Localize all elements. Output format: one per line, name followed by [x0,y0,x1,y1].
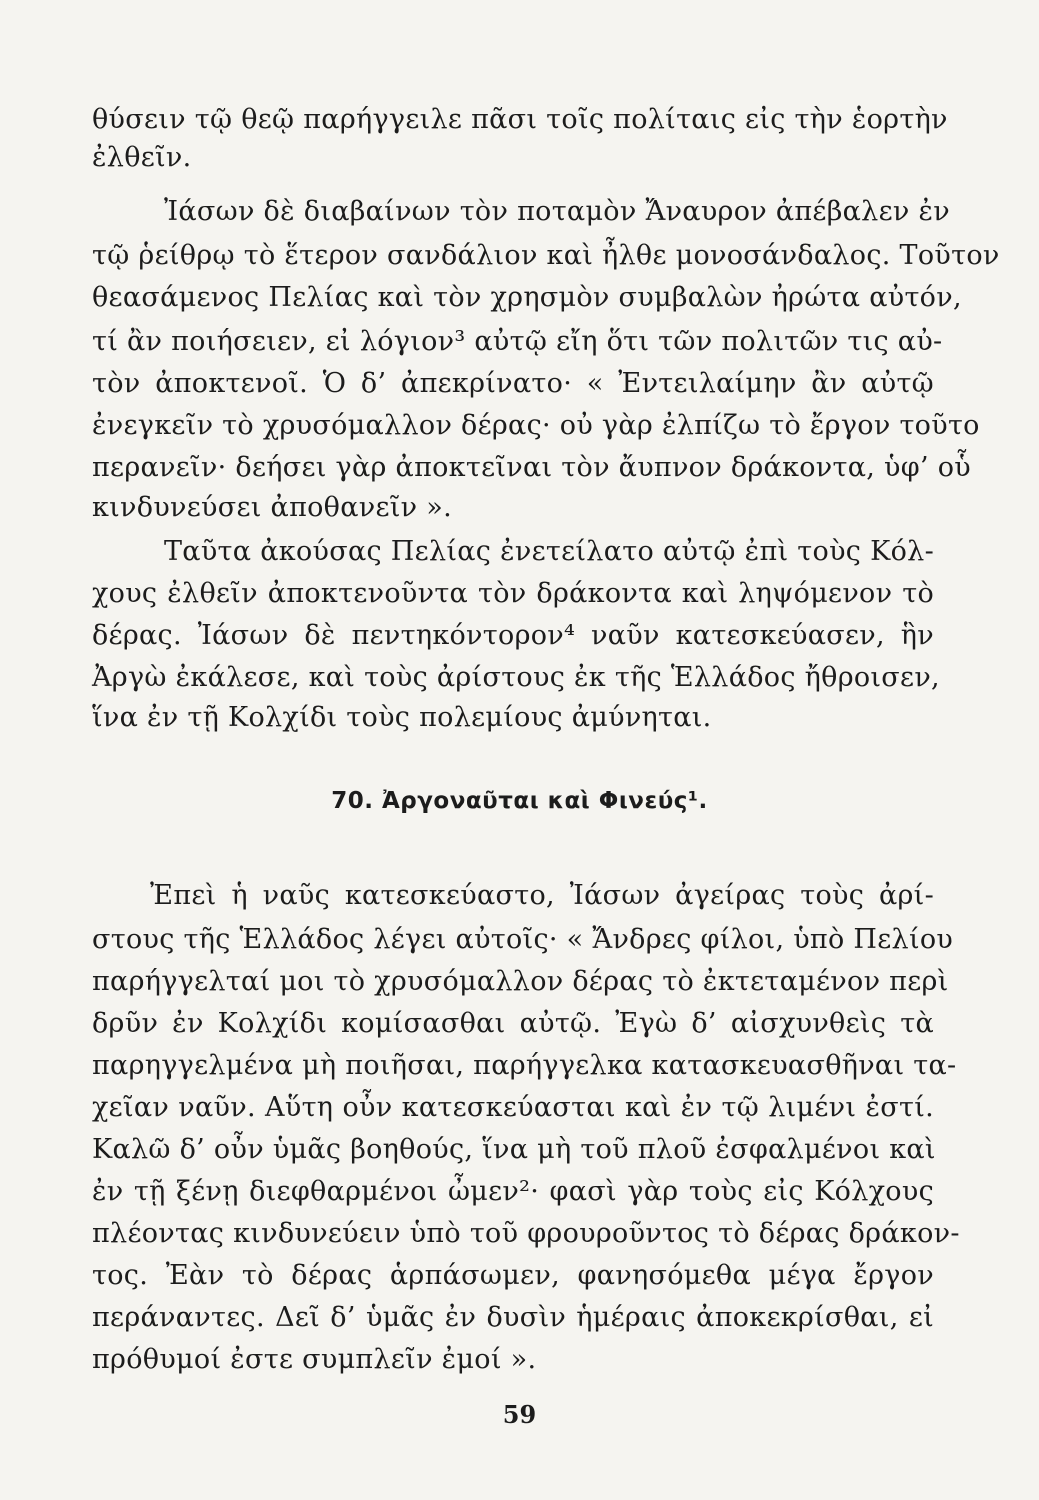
text-line: ἵνα ἐν τῇ Κολχίδι τοὺς πολεμίους ἀμύνηται. [92,702,712,733]
text-line: περανεῖν· δεήσει γὰρ ἀποκτεῖναι τὸν ἄυπνον δράκοντα, ὑφ’ οὗ [92,452,972,483]
text-line: ἐν τῇ ξένῃ διεφθαρμένοι ὦμεν²· φασὶ γὰρ τοὺς εἰς Κόλχους [92,1176,934,1207]
text-line: περάναντες. Δεῖ δ’ ὑμᾶς ἐν δυσὶν ἡμέραις ἀποκεκρίσθαι, εἰ [92,1302,934,1333]
text-line: δρῦν ἐν Κολχίδι κομίσασθαι αὐτῷ. Ἐγὼ δ’ αἰσχυνθεὶς τὰ [92,1008,934,1039]
text-line: παρήγγελταί μοι τὸ χρυσόμαλλον δέρας τὸ ἐκτεταμένον περὶ [92,966,949,997]
text-line: θύσειν τῷ θεῷ παρήγγειλε πᾶσι τοῖς πολίταις εἰς τὴν ἑορτὴν [92,104,948,135]
text-line: δέρας. Ἰάσων δὲ πεντηκόντορον⁴ ναῦν κατεσκεύασεν, ἣν [92,620,934,651]
text-line: Ἰάσων δὲ διαβαίνων τὸν ποταμὸν Ἄναυρον ἀπέβαλεν ἐν [164,196,950,227]
text-line: Ταῦτα ἀκούσας Πελίας ἐνετείλατο αὐτῷ ἐπὶ τοὺς Κόλ- [164,536,934,567]
page-number: 59 [502,1400,537,1429]
text-line: ἐλθεῖν. [92,142,192,173]
text-line: παρηγγελμένα μὴ ποιῆσαι, παρήγγελκα κατασκευασθῆναι τα- [92,1050,957,1081]
text-line: τί ἂν ποιήσειεν, εἰ λόγιον³ αὐτῷ εἴη ὅτι τῶν πολιτῶν τις αὐ- [92,326,943,357]
text-line: χεῖαν ναῦν. Αὕτη οὖν κατεσκεύασται καὶ ἐν τῷ λιμένι ἐστί. [92,1092,934,1123]
text-line: Καλῶ δ’ οὖν ὑμᾶς βοηθούς, ἵνα μὴ τοῦ πλοῦ ἐσφαλμένοι καὶ [92,1134,936,1165]
text-line: ἐνεγκεῖν τὸ χρυσόμαλλον δέρας· οὐ γὰρ ἐλπίζω τὸ ἔργον τοῦτο [92,410,980,441]
text-line: Ἐπεὶ ἡ ναῦς κατεσκεύαστο, Ἰάσων ἀγείρας τοὺς ἀρί- [150,880,934,911]
text-line: τος. Ἐὰν τὸ δέρας ἁρπάσωμεν, φανησόμεθα μέγα ἔργον [92,1260,934,1291]
text-line: Ἀργὼ ἐκάλεσε, καὶ τοὺς ἀρίστους ἐκ τῆς Ἑλλάδος ἤθροισεν, [92,662,940,693]
text-line: χους ἐλθεῖν ἀποκτενοῦντα τὸν δράκοντα καὶ ληψόμενον τὸ [92,578,934,609]
text-line: κινδυνεύσει ἀποθανεῖν ». [92,492,452,523]
text-line: τῷ ῥείθρῳ τὸ ἕτερον σανδάλιον καὶ ἦλθε μονοσάνδαλος. Τοῦτον [92,240,1000,271]
section-heading: 70. Ἀργοναῦται καὶ Φινεύς¹. [331,788,708,814]
text-line: τὸν ἀποκτενοῖ. Ὁ δ’ ἀπεκρίνατο· « Ἐντειλαίμην ἂν αὐτῷ [92,368,934,399]
text-line: πρόθυμοί ἐστε συμπλεῖν ἐμοί ». [92,1344,537,1375]
text-line: θεασάμενος Πελίας καὶ τὸν χρησμὸν συμβαλὼν ἠρώτα αὐτόν, [92,282,962,313]
text-line: στους τῆς Ἑλλάδος λέγει αὐτοῖς· « Ἄνδρες φίλοι, ὑπὸ Πελίου [92,924,954,955]
text-line: πλέοντας κινδυνεύειν ὑπὸ τοῦ φρουροῦντος τὸ δέρας δράκον- [92,1218,960,1249]
